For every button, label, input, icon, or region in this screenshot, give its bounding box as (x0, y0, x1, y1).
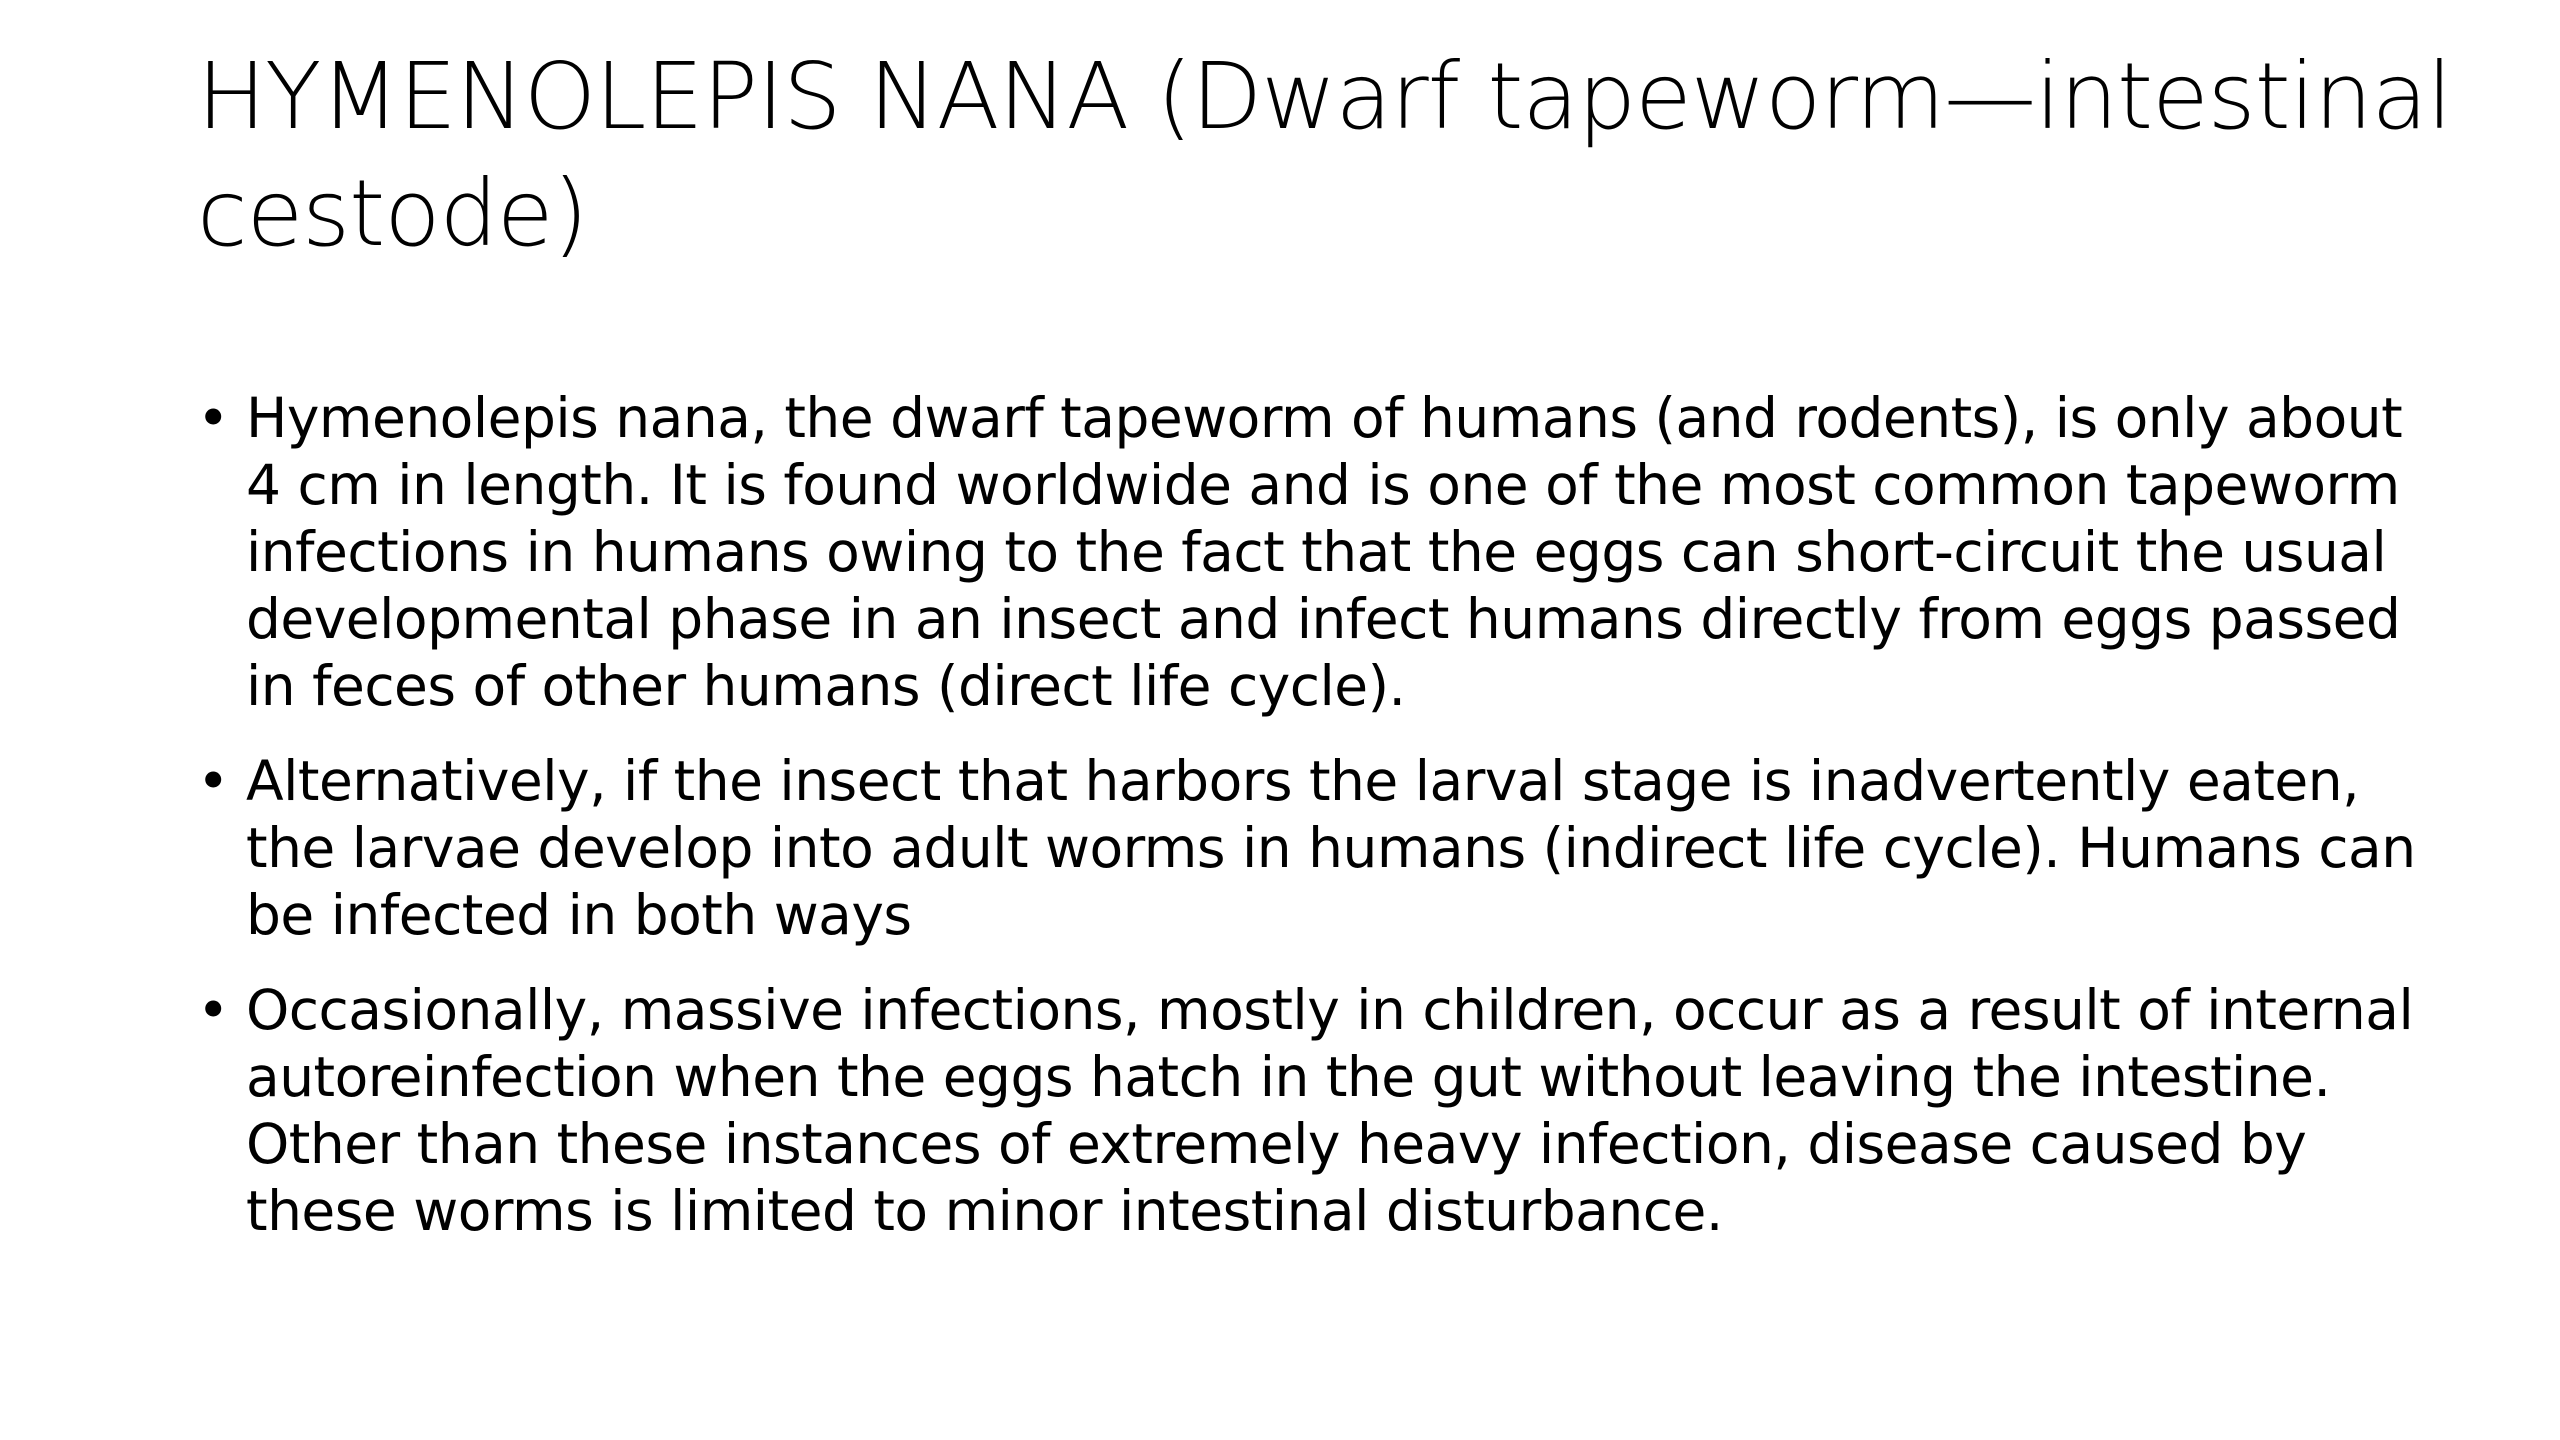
bullet-point-icon: • (197, 386, 229, 450)
bullet-item (197, 748, 2427, 949)
bullet-item (197, 385, 2427, 720)
bullet-list (197, 385, 2427, 1273)
bullet-point-icon: • (197, 749, 229, 813)
slide-title: HYMENOLEPIS NANA (Dwarf tapeworm—intestinal cestode) (197, 43, 2452, 267)
bullet-text: Hymenolepis nana, the dwarf tapeworm of humans (and rodents), is only about 4 cm in length. It is found worldwide and is one of the most common tapeworm infections in humans owing to the fact that the eggs can short-circuit the usual developmental phase in an insect and infect humans directly from eggs passed in feces of other humans (direct life cycle). (246, 386, 2403, 718)
bullet-text: Alternatively, if the insect that harbors the larval stage is inadvertently eaten, the larvae develop into adult worms in humans (indirect life cycle). Humans can be infected in both ways (246, 749, 2416, 947)
bullet-item (197, 977, 2427, 1245)
bullet-text: Occasionally, massive infections, mostly in children, occur as a result of internal autoreinfection when the eggs hatch in the gut without leaving the intestine. Other than these instances of extremely heavy infection, disease caused by these worms is limited to minor intestinal disturbance. (246, 978, 2414, 1243)
bullet-point-icon: • (197, 978, 229, 1042)
